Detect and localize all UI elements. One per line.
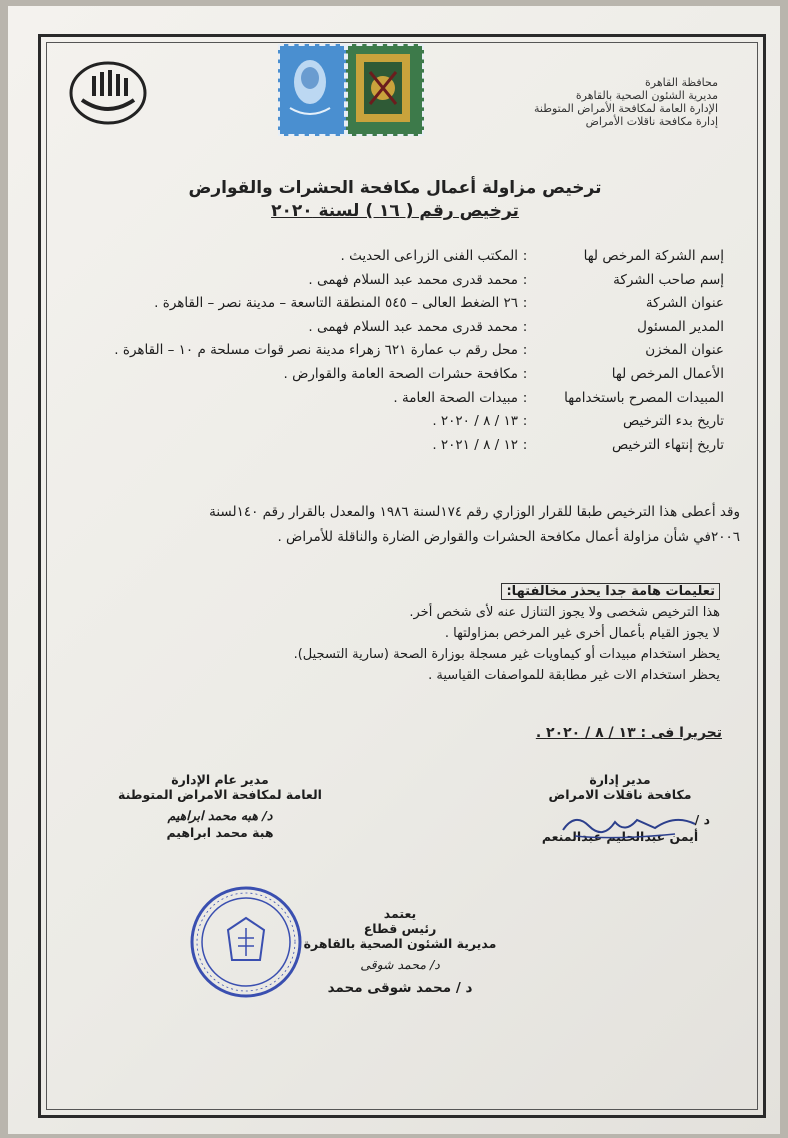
revenue-stamp-green <box>346 44 424 136</box>
field-permitted-pesticides <box>44 390 724 414</box>
approval-label: يعتمد <box>383 906 417 921</box>
instruction-item: يحظر استخدام مبيدات أو كيماويات غير مسجلة بوزارة الصحة (سارية التسجيل). <box>293 647 720 662</box>
header-line: الإدارة العامة لمكافحة الأمراض المتوطنة <box>534 102 718 115</box>
issue-date: تحريرا فى : ١٣ / ٨ / ٢٠٢٠ . <box>535 725 722 741</box>
decree-line: وقد أعطى هذا الترخيص طبقا للقرار الوزاري رقم ١٧٤لسنة ١٩٨٦ والمعدل بالقرار رقم ١٤٠لسنة <box>209 504 740 520</box>
field-value: محل رقم ب عمارة ٦٢١ زهراء مدينة نصر قوات مسلحة م ١٠ – القاهرة . <box>114 342 518 359</box>
field-value: المكتب الفنى الزراعى الحديث . <box>340 248 518 264</box>
decree-paragraph <box>40 500 740 550</box>
field-label: المبيدات المصرح باستخدامها <box>564 389 724 406</box>
field-colon: : <box>522 342 528 359</box>
field-value: محمد قدرى محمد عبد السلام فهمى . <box>308 271 518 288</box>
field-value: ١٣ / ٨ / ٢٠٢٠ . <box>432 413 518 430</box>
ministry-logo-icon <box>68 60 148 126</box>
field-label: تاريخ بدء الترخيص <box>623 413 724 430</box>
field-value: مبيدات الصحة العامة . <box>393 389 518 406</box>
signatory-title: مدير عام الإدارة <box>171 772 269 787</box>
signatory-signed: د/ هبه محمد ابراهيم <box>167 808 273 823</box>
field-label: إسم صاحب الشركة <box>613 271 724 288</box>
field-label: إسم الشركة المرخص لها <box>583 248 724 264</box>
field-end-date <box>44 437 724 461</box>
license-title: ترخيص مزاولة أعمال مكافحة الحشرات والقوارض <box>188 178 602 198</box>
field-colon: : <box>522 413 528 430</box>
issuing-authority-header <box>418 76 718 128</box>
field-colon: : <box>522 365 528 382</box>
field-licensed-works <box>44 366 724 390</box>
field-colon: : <box>522 295 528 312</box>
signatory-name: هبة محمد ابراهيم <box>166 825 274 840</box>
signatory-department: العامة لمكافحة الامراض المتوطنة <box>118 787 322 802</box>
field-company-name <box>44 248 724 272</box>
field-label: تاريخ إنتهاء الترخيص <box>611 436 724 453</box>
field-label: عنوان المخزن <box>645 342 724 359</box>
instructions-block <box>120 580 720 686</box>
field-colon: : <box>522 318 528 335</box>
field-value: محمد قدرى محمد عبد السلام فهمى . <box>308 318 518 335</box>
field-start-date <box>44 413 724 437</box>
signature-scribble-icon <box>555 808 705 844</box>
field-label: الأعمال المرخص لها <box>611 365 724 382</box>
field-owner <box>44 272 724 296</box>
field-colon: : <box>522 389 528 406</box>
instruction-item: يحظر استخدام الات غير مطابقة للمواصفات القياسية . <box>428 668 720 683</box>
field-company-address <box>44 295 724 319</box>
signatory-department: مديرية الشئون الصحية بالقاهرة <box>303 936 497 951</box>
signatory-prefix: د / <box>694 812 710 827</box>
instruction-item: هذا الترخيص شخصى ولا يجوز التنازل عنه لأى شخص أخر. <box>409 605 720 620</box>
field-value: ٢٦ الضغط العالى – ٥٤٥ المنطقة التاسعة – مدينة نصر – القاهرة . <box>154 295 518 312</box>
revenue-stamp-blue <box>278 44 346 136</box>
official-seal-icon <box>188 884 304 1000</box>
signatory-name: د / محمد شوقى محمد <box>327 980 473 996</box>
signature-general-director <box>110 772 330 840</box>
header-line: مديرية الشئون الصحية بالقاهرة <box>575 89 718 102</box>
stamp-pattern-icon <box>348 46 418 130</box>
field-manager <box>44 319 724 343</box>
instruction-item: لا يجوز القيام بأعمال أخرى غير المرخص بمزاولتها . <box>444 626 720 641</box>
field-label: عنوان الشركة <box>645 295 724 312</box>
signature-sector-head <box>300 906 500 996</box>
field-label: المدير المسئول <box>637 318 724 335</box>
field-warehouse-address <box>44 342 724 366</box>
instructions-heading: تعليمات هامة جدا يحذر مخالفتها: <box>501 583 720 600</box>
decree-line: ٢٠٠٦في شأن مزاولة أعمال مكافحة الحشرات والقوارض الضارة والناقلة للأمراض . <box>277 529 740 545</box>
license-fields <box>44 248 724 460</box>
signatory-title: مدير إدارة <box>589 772 651 787</box>
field-colon: : <box>522 271 528 288</box>
field-value: ١٢ / ٨ / ٢٠٢١ . <box>432 436 518 453</box>
signatory-name: أيمن عبدالحليم عبدالمنعم <box>541 829 699 844</box>
license-number: ترخيص رقم ( ١٦ ) لسنة ٢٠٢٠ <box>271 201 519 221</box>
field-colon: : <box>522 248 528 264</box>
signatory-department: مكافحة ناقلات الامراض <box>548 787 692 802</box>
header-line: إدارة مكافحة ناقلات الأمراض <box>585 115 718 128</box>
field-value: مكافحة حشرات الصحة العامة والقوارض . <box>283 365 518 382</box>
signatory-signed: د/ محمد شوقى <box>360 957 440 972</box>
header-line: محافظة القاهرة <box>645 76 718 89</box>
signatory-title: رئيس قطاع <box>363 921 437 936</box>
stamp-portrait-icon <box>280 46 340 130</box>
field-colon: : <box>522 436 528 453</box>
